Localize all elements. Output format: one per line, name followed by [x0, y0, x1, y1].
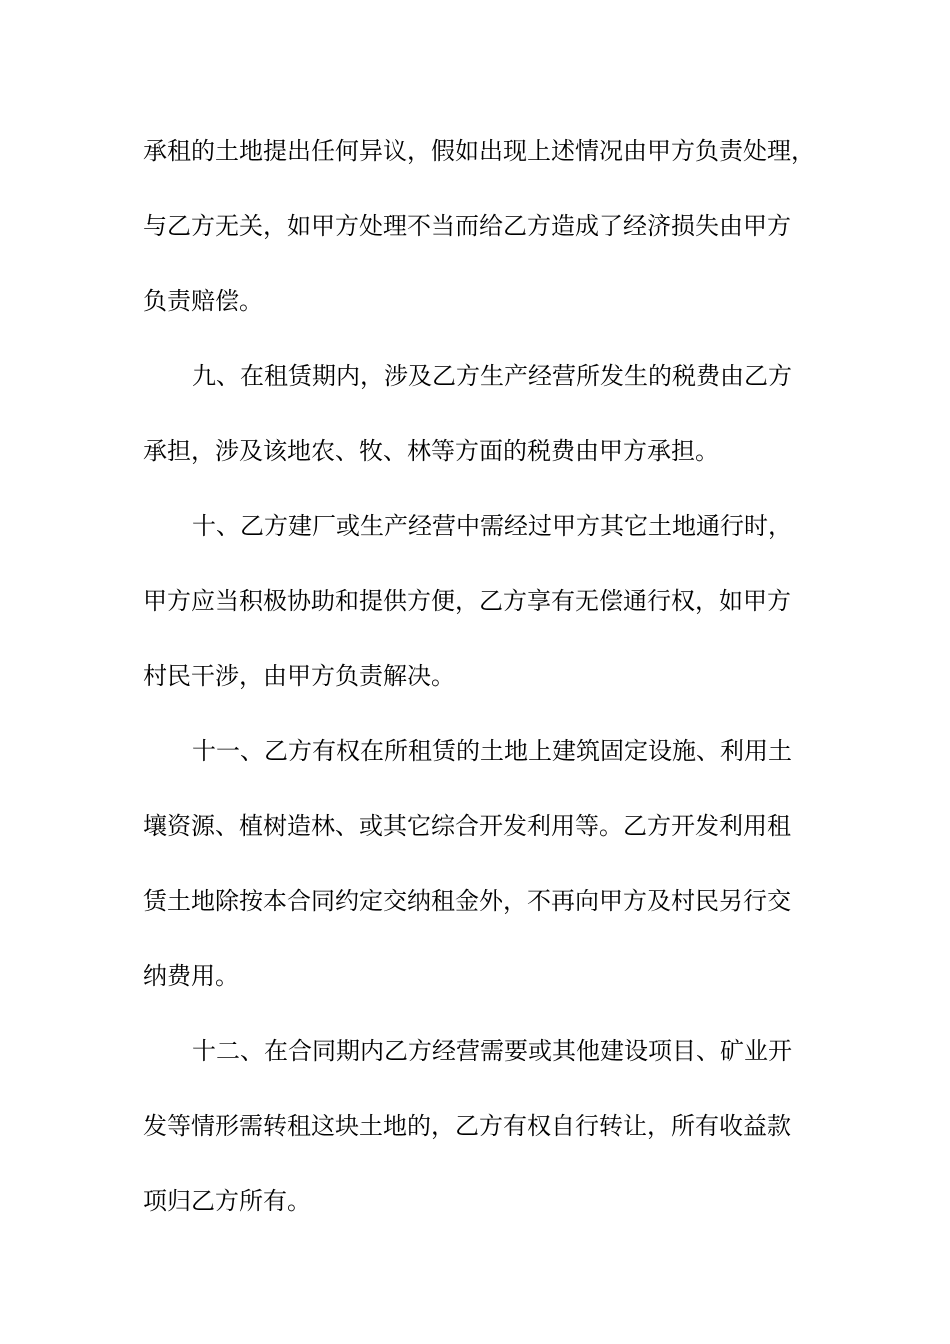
text-line: 甲方应当积极协助和提供方便，乙方享有无偿通行权，如甲方 — [143, 587, 791, 615]
text-line: 承担，涉及该地农、牧、林等方面的税费由甲方承担。 — [143, 437, 719, 465]
text-line: 壤资源、植树造林、或其它综合开发利用等。乙方开发利用租 — [143, 812, 791, 840]
text-line: 项归乙方所有。 — [143, 1187, 311, 1215]
text-line: 负责赔偿。 — [143, 287, 263, 315]
text-line: 与乙方无关，如甲方处理不当而给乙方造成了经济损失由甲方 — [143, 212, 791, 240]
text-line: 村民干涉，由甲方负责解决。 — [143, 662, 455, 690]
text-line: 赁土地除按本合同约定交纳租金外，不再向甲方及村民另行交 — [143, 887, 791, 915]
paragraph-first-line: 十一、乙方有权在所租赁的土地上建筑固定设施、利用土 — [192, 737, 792, 765]
paragraph-first-line: 十二、在合同期内乙方经营需要或其他建设项目、矿业开 — [192, 1037, 792, 1065]
text-line: 承租的土地提出任何异议，假如出现上述情况由甲方负责处理， — [143, 137, 815, 165]
paragraph-first-line: 十、乙方建厂或生产经营中需经过甲方其它土地通行时， — [192, 512, 792, 540]
paragraph-first-line: 九、在租赁期内，涉及乙方生产经营所发生的税费由乙方 — [192, 362, 792, 390]
text-line: 纳费用。 — [143, 962, 239, 990]
text-line: 发等情形需转租这块土地的，乙方有权自行转让，所有收益款 — [143, 1112, 791, 1140]
